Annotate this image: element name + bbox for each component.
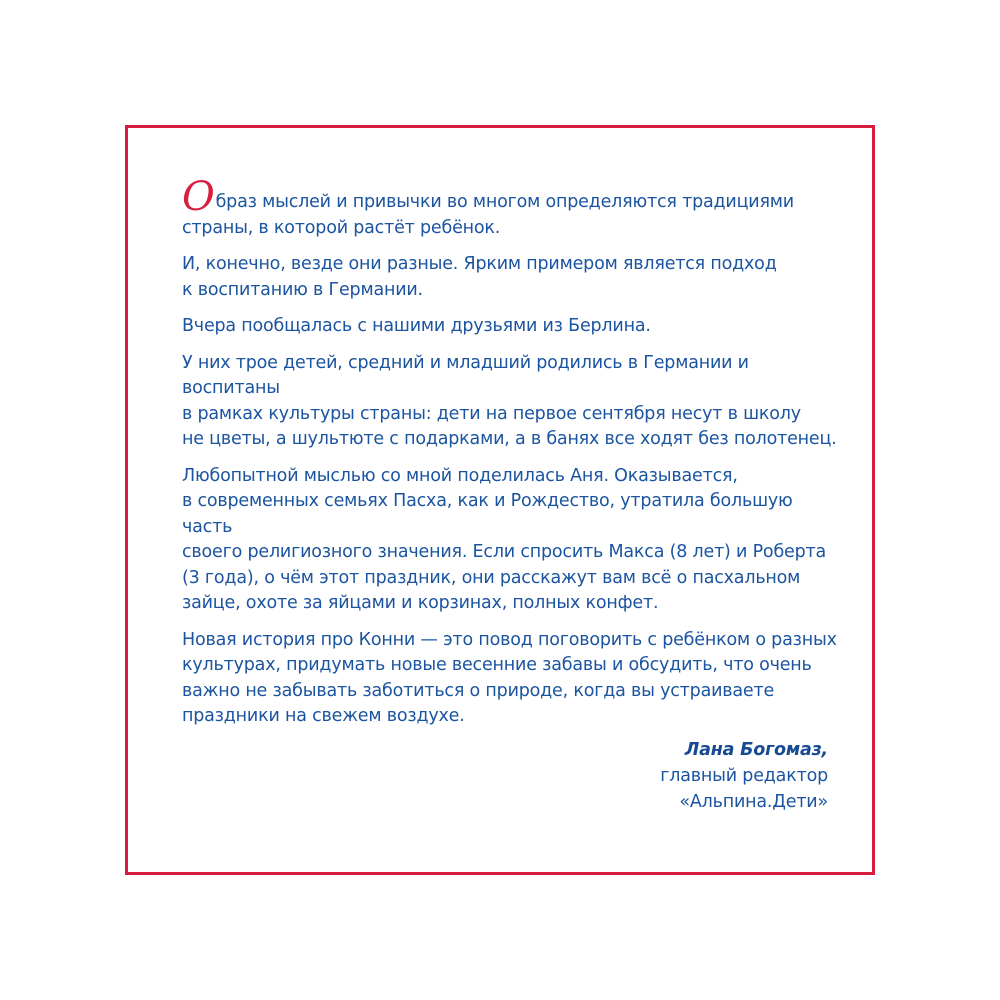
paragraph-5: Любопытной мыслью со мной поделилась Аня. Оказывается, в современных семьях Пасха, как и Рождество, утратила большую часть своего религиозного значения. Если спросить Макса (8 лет) и Роберта (3 года), о чём этот праздник, они расскажут вам всё о пасхальном зайце, охоте за яйцами и корзинах, полных конфет. xyxy=(182,465,827,613)
paragraph-3: Вчера пообщалась с нашими друзьями из Берлина. xyxy=(182,316,651,336)
paragraph-1-text: браз мыслей и привычки во многом определяются традициями страны, в которой растёт ребёнок. xyxy=(182,192,794,238)
paragraph-2: И, конечно, везде они разные. Ярким примером является подход к воспитанию в Германии. xyxy=(182,254,777,300)
drop-cap: О xyxy=(182,174,215,220)
author-name: Лана Богомаз, xyxy=(684,740,828,760)
author-role: главный редактор xyxy=(660,766,828,786)
paragraph-6: Новая история про Конни — это повод поговорить с ребёнком о разных культурах, придумать новые весенние забавы и обсудить, что очень важно не забывать заботиться о природе, когда вы устраиваете праздники на свежем воздухе. xyxy=(182,629,837,726)
page-frame xyxy=(125,125,875,875)
paragraph-4: У них трое детей, средний и младший родились в Германии и воспитаны в рамках культуры страны: дети на первое сентября несут в школу не цветы, а шультюте с подарками, а в банях все ходят без полотенец. xyxy=(182,352,837,449)
foreword-text xyxy=(182,174,842,741)
publisher-name: «Альпина.Дети» xyxy=(679,792,828,812)
paragraph-1 xyxy=(182,174,842,241)
signature-block xyxy=(660,737,828,815)
